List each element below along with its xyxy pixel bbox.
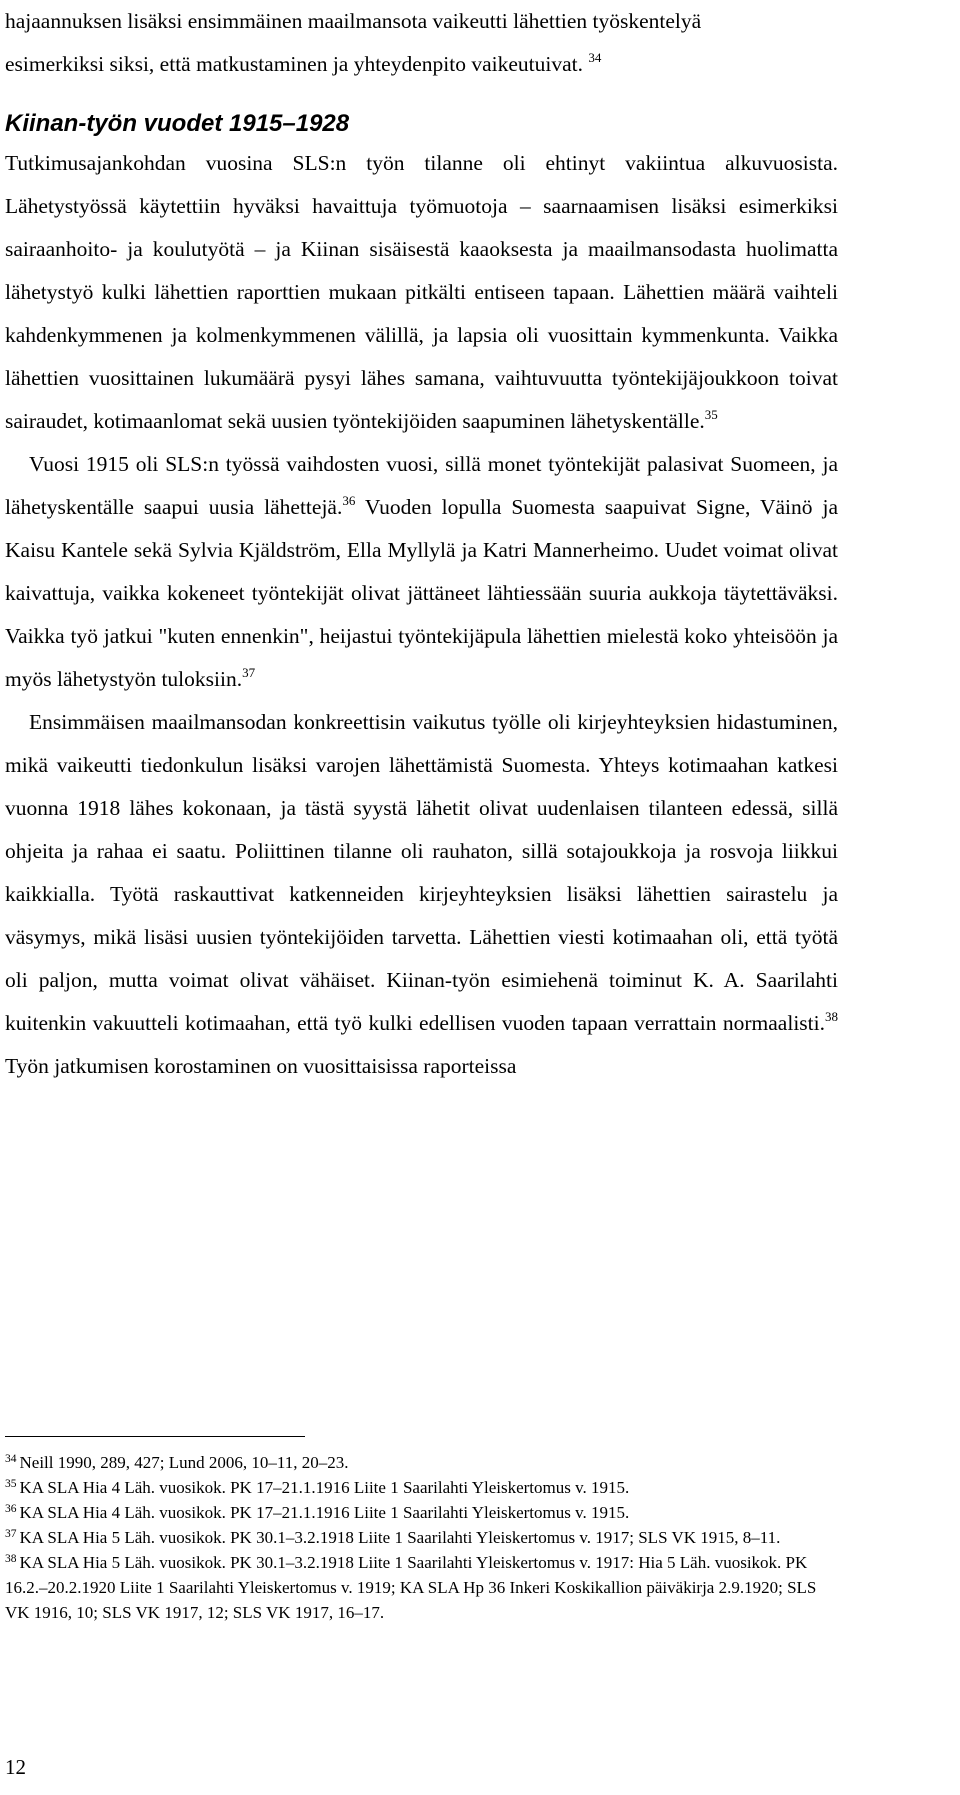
footnote-ref-37[interactable]: 37 [242, 665, 256, 680]
footnote-list [5, 1450, 838, 1625]
footnote-ref-34[interactable]: 34 [588, 50, 602, 65]
paragraph-1-text: Tutkimusajankohdan vuosina SLS:n työn tilanne oli ehtinyt vakiintua alkuvuosista. Lähetystyössä käytettiin hyväksi havaittuja työmuotoja – saarnaamisen lisäksi esimerkiksi sairaanhoito- ja koulutyötä – ja Kiinan sisäisestä kaaoksesta ja maailmansodasta huolimatta lähetystyö kulki lähettien raporttien mukaan pitkälti entiseen tapaan. Lähettien määrä vaihteli kahdenkymmenen ja kolmenkymmenen välillä, ja lapsia oli vuosittain kymmenkunta. Vaikka lähettien vuosittainen lukumäärä pysyi lähes samana, vaihtuvuutta työntekijäjoukkoon toivat sairaudet, kotimaanlomat sekä uusien työntekijöiden saapuminen lähetyskentälle. [5, 151, 838, 433]
footnote-item [5, 1450, 838, 1475]
footnote-number: 34 [5, 1453, 17, 1465]
page-number: 12 [5, 1755, 26, 1779]
paragraph-3 [5, 701, 838, 1088]
footnote-item [5, 1525, 838, 1550]
paragraph-2 [5, 443, 838, 701]
paragraph-2-text-a: Vuosi 1915 oli SLS:n työssä vaihdosten vuosi, sillä monet työntekijät palasivat Suomeen, ja lähetyskentälle saapui uusia lähettejä. [5, 452, 838, 519]
body-text [5, 142, 838, 1088]
footnote-item [5, 1475, 838, 1500]
paragraph-2-text-b: Vuoden lopulla Suomesta saapuivat Signe, Väinö ja Kaisu Kantele sekä Sylvia Kjäldström, Ella Myllylä ja Katri Mannerheimo. Uudet voimat olivat kaivattuja, vaikka kokeneet työntekijät olivat jättäneet lähtiessään suuria aukkoja täytettäväksi. Vaikka työ jatkui "kuten ennenkin", heijastui työntekijäpula lähettien mielestä koko yhteisöön ja myös lähetystyön tuloksiin. [5, 495, 839, 691]
footnote-divider [5, 1436, 305, 1437]
footnote-text: KA SLA Hia 4 Läh. vuosikok. PK 17–21.1.1916 Liite 1 Saarilahti Yleiskertomus v. 1915. [19, 1503, 630, 1522]
footnote-text: KA SLA Hia 5 Läh. vuosikok. PK 30.1–3.2.1918 Liite 1 Saarilahti Yleiskertomus v. 1917: Hia 5 Läh. vuosikok. PK 16.2.–20.2.1920 Liite 1 Saarilahti Yleiskertomus v. 1919; KA SLA Hp 36 Inkeri Koskikallion päiväkirja 2.9.1920; SLS VK 1916, 10; SLS VK 1917, 12; SLS VK 1917, 16–17. [5, 1553, 817, 1622]
section-heading: Kiinan-työn vuodet 1915–1928 [5, 110, 350, 137]
footnote-ref-36[interactable]: 36 [342, 493, 356, 508]
footnote-number: 38 [5, 1553, 17, 1565]
footnote-number: 37 [5, 1528, 17, 1540]
intro-paragraph [5, 0, 838, 86]
intro-line-2: esimerkiksi siksi, että matkustaminen ja yhteydenpito vaikeutuivat. [5, 52, 583, 76]
footnote-number: 36 [5, 1503, 17, 1515]
footnote-text: KA SLA Hia 5 Läh. vuosikok. PK 30.1–3.2.1918 Liite 1 Saarilahti Yleiskertomus v. 1917; SLS VK 1915, 8–11. [19, 1528, 781, 1547]
footnote-text: Neill 1990, 289, 427; Lund 2006, 10–11, 20–23. [19, 1453, 349, 1472]
footnote-number: 35 [5, 1478, 17, 1490]
footnote-text: KA SLA Hia 4 Läh. vuosikok. PK 17–21.1.1916 Liite 1 Saarilahti Yleiskertomus v. 1915. [19, 1478, 630, 1497]
paragraph-1 [5, 142, 838, 443]
footnote-ref-38[interactable]: 38 [825, 1009, 838, 1024]
footnote-item [5, 1550, 838, 1625]
paragraph-3-text-a: Ensimmäisen maailmansodan konkreettisin vaikutus työlle oli kirjeyhteyksien hidastuminen, mikä vaikeutti tiedonkulun lisäksi varojen lähettämistä Suomesta. Yhteys kotimaahan katkesi vuonna 1918 lähes kokonaan, ja tästä syystä lähetit olivat uudenlaisen tilanteen edessä, sillä ohjeita ja rahaa ei saatu. Poliittinen tilanne oli rauhaton, sillä sotajoukkoja ja rosvoja liikkui kaikkialla. Työtä raskauttivat katkenneiden kirjeyhteyksien lisäksi lähettien sairastelu ja väsymys, mikä lisäsi uusien työntekijöiden tarvetta. Lähettien viesti kotimaahan oli, että työtä oli paljon, mutta voimat olivat vähäiset. Kiinan-työn esimiehenä toiminut K. A. Saarilahti kuitenkin vakuutteli kotimaahan, että työ kulki edellisen vuoden tapaan verrattain normaalisti. [5, 710, 838, 1035]
intro-line-1: hajaannuksen lisäksi ensimmäinen maailmansota vaikeutti lähettien työskentelyä [5, 9, 702, 33]
footnote-item [5, 1500, 838, 1525]
paragraph-3-text-b: Työn jatkumisen korostaminen on vuosittaisissa raporteissa [5, 1054, 517, 1078]
footnote-ref-35[interactable]: 35 [704, 407, 718, 422]
